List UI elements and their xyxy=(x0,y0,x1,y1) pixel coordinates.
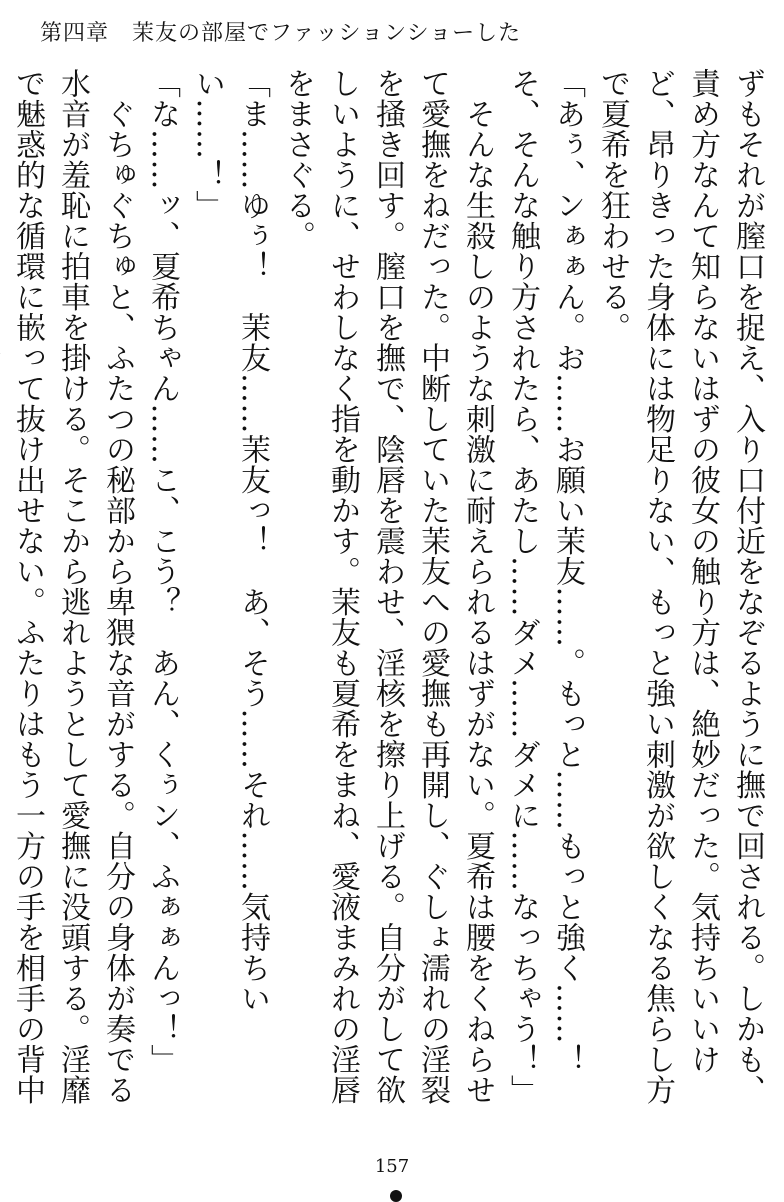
paragraph: 「な……ッ、夏希ちゃん……こ、こう？ あん、くぅン、ふぁぁんっ！」 xyxy=(145,68,180,1075)
running-head-title: 第四章 茉友の部屋でファッションショーした xyxy=(40,21,522,46)
paragraph: 「ま……ゆぅ！ 茉友……茉友っ！ あ、そう……それ……気持ちいい……！」 xyxy=(190,68,270,1014)
paragraph: 「あぅ、ンぁぁん。お……お願い茉友……。もっと……もっと強く……！ そ、そんな触り方されたら、あたし……ダメ……ダメに……なっちゃう！」 xyxy=(505,68,585,1105)
paragraph: そんな生殺しのような刺激に耐えられるはずがない。夏希は腰をくねらせて愛撫をねだった。中断していた茉友への愛撫も再開し、ぐしょ濡れの淫裂を掻き回す。膣口を撫で、陰唇を震わせ、淫核を擦り上げる。自分がして欲しいように、せわしなく指を動かす。茉友も夏希をまね、愛液まみれの淫唇をまさぐる。 xyxy=(280,68,495,1105)
page-edge-mark xyxy=(390,1190,402,1202)
paragraph: ずもそれが膣口を捉え、入り口付近をなぞるように撫で回される。しかも、責め方なんて知らないはずの彼女の触り方は、絶妙だった。気持ちいいけど、昂りきった身体には物足りない、もっと強い刺激が欲しくなる焦らし方で夏希を狂わせる。 xyxy=(595,68,765,1105)
body-text xyxy=(10,68,770,1118)
page-number: 157 xyxy=(374,1156,410,1177)
paragraph: ぐちゅぐちゅと、ふたつの秘部から卑猥な音がする。自分の身体が奏でる水音が羞恥に拍車を掛ける。そこから逃れようとして愛撫に没頭する。淫靡で魅惑的な循環に嵌って抜け出せない。ふたりはもう一方の手を相手の背中 xyxy=(10,68,135,1105)
